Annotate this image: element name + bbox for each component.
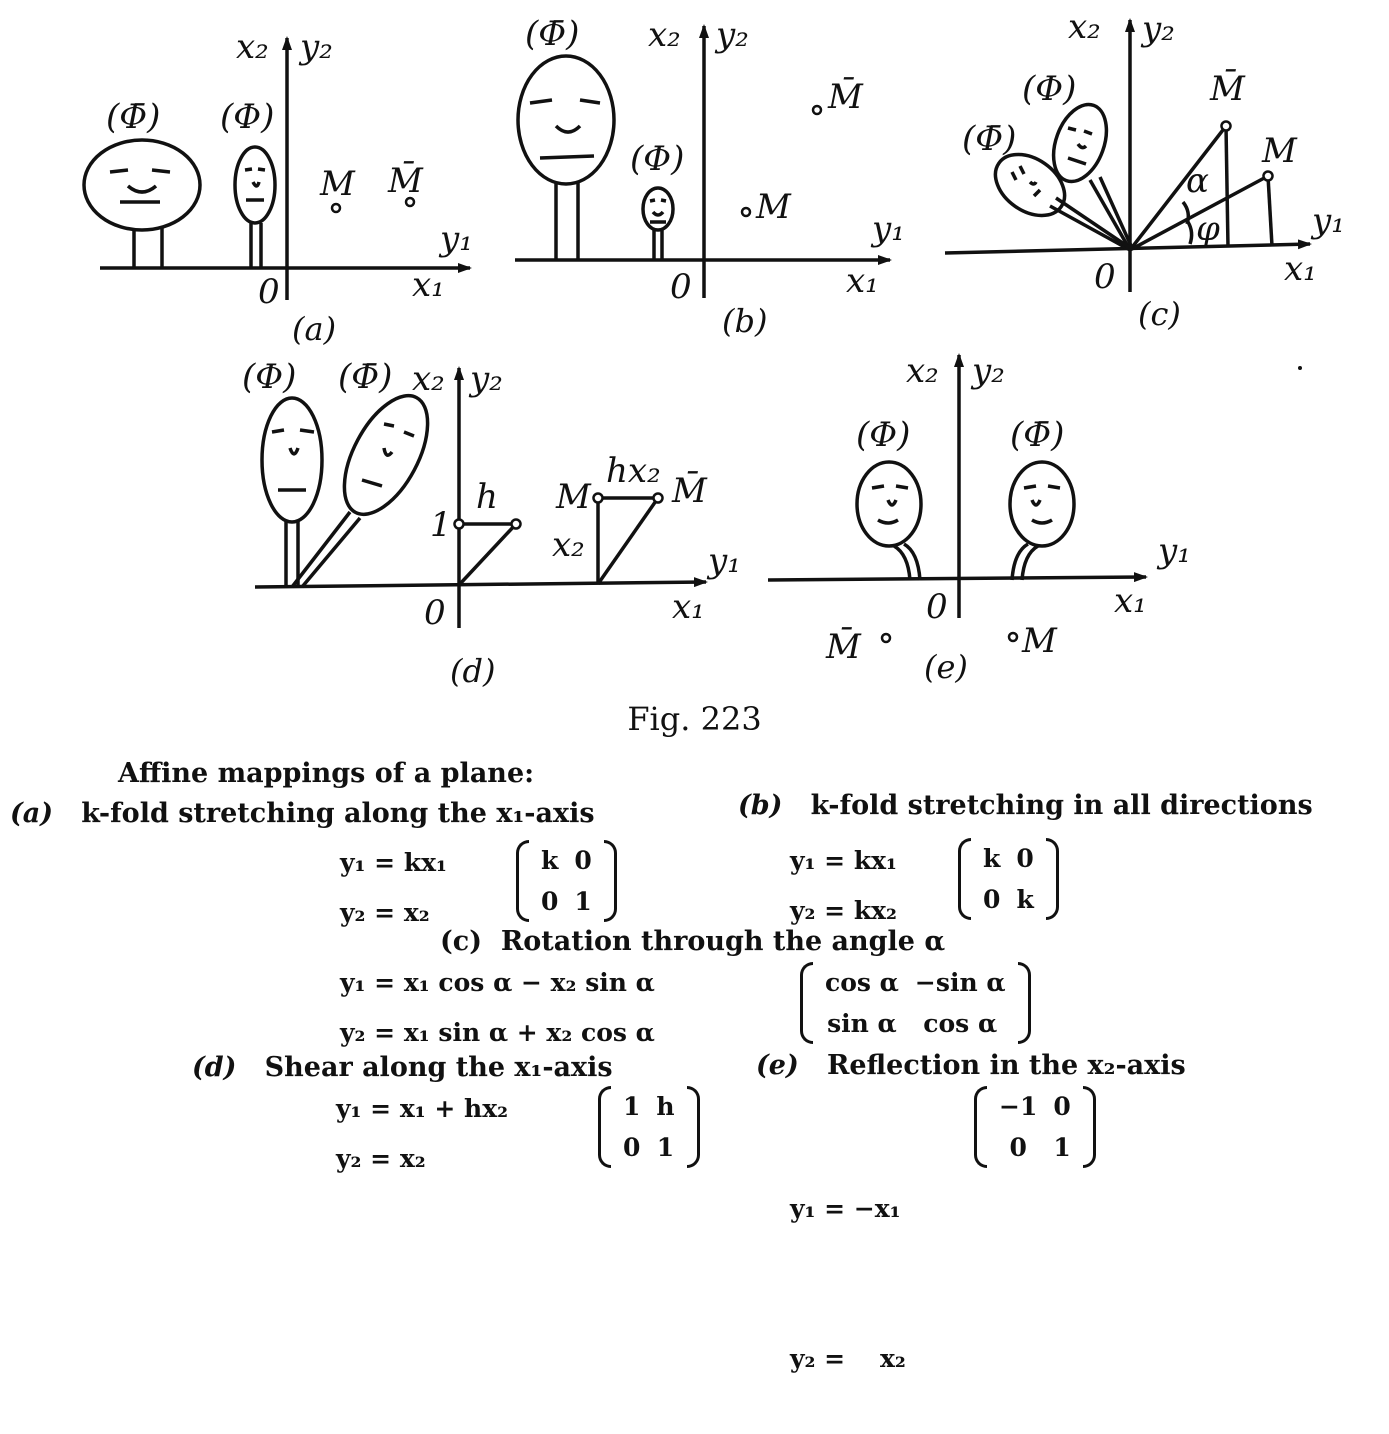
case-b-m22: k [1016, 885, 1034, 914]
case-e-m11: −1 [999, 1092, 1038, 1121]
panel-e-face-phi [857, 462, 921, 580]
case-b-eq1: y₁ = kx₁ [790, 846, 898, 875]
case-c-eq2: y₂ = x₁ sin α + x₂ cos α [340, 1018, 655, 1047]
case-a-m11: k [541, 846, 559, 875]
panel-d-y2-label: y₂ [470, 359, 503, 399]
case-a-tag: (a) [10, 798, 54, 829]
case-a-m21: 0 [541, 887, 559, 916]
case-d-matrix [598, 1086, 700, 1168]
case-c-m22: cos α [923, 1009, 998, 1038]
panel-e-x1-axis [768, 577, 1146, 580]
panel-b-face-phi [643, 188, 673, 260]
panel-d-shear-diag [598, 498, 658, 584]
case-b-equations [790, 836, 897, 936]
panel-d-h-label: h [476, 477, 498, 517]
case-a-m12: 0 [574, 846, 592, 875]
panel-c-y1-label: y₁ [1312, 201, 1345, 241]
panel-a-face-phi-bar [84, 140, 200, 268]
panel-c-alpha-label: α [1186, 161, 1209, 201]
panel-d-point-one [455, 520, 464, 529]
panel-e-x1-label: x₁ [1114, 581, 1147, 621]
panel-d-x1-label: x₁ [672, 587, 705, 627]
panel-b [515, 26, 890, 298]
case-a-text: k-fold stretching along the x₁-axis [81, 798, 595, 829]
case-d-m12: h [656, 1092, 675, 1121]
panel-d-x2-segment-label: x₂ [552, 525, 585, 565]
case-d-text: Shear along the x₁-axis [264, 1052, 613, 1083]
panel-e-phi-bar-label: (Φ̄) [1010, 415, 1065, 455]
panel-d-y1-label: y₁ [708, 541, 741, 581]
panel-a-x1-label: x₁ [412, 265, 445, 305]
panel-c-phi-angle-label: φ [1196, 209, 1220, 249]
panel-c-origin-label: 0 [1094, 257, 1116, 297]
panel-e-M-bar-label: M̄ [826, 627, 861, 667]
panel-b-origin-label: 0 [670, 267, 692, 307]
case-e-equations [790, 1084, 906, 1434]
case-c-title [440, 926, 945, 957]
panel-b-point-M [742, 208, 750, 216]
panel-b-y2-label: y₂ [716, 15, 749, 55]
panel-a-y1-label: y₁ [440, 219, 473, 259]
case-e-tag: (e) [756, 1050, 799, 1081]
panel-c-M-label: M [1262, 131, 1297, 171]
panel-d-x2-label: x₂ [412, 359, 445, 399]
panel-b-x1-label: x₁ [846, 261, 879, 301]
case-c-eq1: y₁ = x₁ cos α − x₂ sin α [340, 968, 655, 997]
panel-d-point-M-bar [654, 494, 663, 503]
panel-d-origin-label: 0 [424, 593, 446, 633]
case-c-matrix [800, 962, 1031, 1044]
panel-c-drop-M [1268, 176, 1272, 246]
case-a-matrix [516, 840, 617, 922]
figure-caption: Fig. 223 [627, 700, 762, 738]
panel-b-phi-bar-label: (Φ̄) [525, 14, 580, 54]
panel-e-label: (e) [924, 648, 968, 686]
panel-c-phi-label: (Φ) [1022, 69, 1077, 109]
case-b-m21: 0 [983, 885, 1001, 914]
panel-c-x1-label: x₁ [1284, 249, 1317, 289]
panel-e-origin-label: 0 [926, 587, 948, 627]
panel-e-point-M [1009, 633, 1017, 641]
panel-b-label: (b) [722, 302, 768, 340]
case-b-text: k-fold stretching in all directions [810, 790, 1313, 821]
case-c-m21: sin α [827, 1009, 897, 1038]
case-a-eq1: y₁ = kx₁ [340, 848, 448, 877]
case-e-m21: 0 [1009, 1133, 1027, 1162]
case-e-m12: 0 [1053, 1092, 1071, 1121]
case-c-tag: (c) [440, 926, 482, 957]
case-d-equations [336, 1084, 508, 1184]
panel-e-M-label: M [1022, 621, 1057, 661]
case-d-title [192, 1052, 613, 1083]
panel-c-y2-label: y₂ [1142, 9, 1175, 49]
panel-a-phi-label: (Φ) [220, 97, 275, 137]
panel-b-face-phi-bar [518, 56, 614, 260]
panel-a-face-phi [235, 147, 275, 268]
panel-e-y2-label: y₂ [972, 351, 1005, 391]
affine-mappings-figure [0, 0, 1389, 700]
panel-a-M-label: M [320, 164, 355, 204]
panel-a-origin-label: 0 [258, 272, 280, 312]
case-e-matrix [974, 1086, 1096, 1168]
panel-b-y1-label: y₁ [872, 209, 905, 249]
case-d-eq1: y₁ = x₁ + hx₂ [336, 1094, 509, 1123]
panel-b-x2-label: x₂ [648, 15, 681, 55]
panel-a-phi-bar-label: (Φ̄) [106, 97, 161, 137]
case-c-text: Rotation through the angle α [500, 926, 946, 957]
panel-c-M-bar-label: M̄ [1210, 69, 1245, 109]
panel-d-phi-bar-label: (Φ̄) [338, 357, 393, 397]
case-c-m11: cos α [825, 968, 899, 997]
panel-d-hx2-label: hx₂ [606, 451, 661, 491]
panel-e-x2-label: x₂ [906, 351, 939, 391]
panel-d-point-h [512, 520, 521, 529]
case-a-eq2: y₂ = x₂ [340, 898, 430, 927]
panel-d-M-bar-label: M̄ [672, 471, 707, 511]
case-b-m11: k [983, 844, 1001, 873]
case-b-title [738, 790, 1313, 821]
case-d-eq2: y₂ = x₂ [336, 1144, 426, 1173]
panel-c-drop-M-bar [1226, 126, 1228, 247]
panel-d-x1-axis [255, 582, 706, 587]
panel-d-label: (d) [450, 652, 496, 690]
panel-c-point-M [1264, 172, 1273, 181]
panel-b-point-M-bar [813, 106, 821, 114]
case-e-eq2: y₂ = x₂ [790, 1344, 906, 1373]
case-d-tag: (d) [192, 1052, 237, 1083]
panel-c-point-M-bar [1222, 122, 1231, 131]
panel-a-point-M [332, 204, 340, 212]
panel-c-x2-label: x₂ [1068, 7, 1101, 47]
panel-a-x2-label: x₂ [236, 27, 269, 67]
case-a-equations [340, 838, 447, 938]
case-b-matrix [958, 838, 1059, 920]
case-c-m12: −sin α [914, 968, 1006, 997]
panel-e-face-phi-bar [1010, 462, 1074, 580]
case-a-title [10, 798, 595, 829]
case-d-m11: 1 [623, 1092, 641, 1121]
panel-e [768, 355, 1146, 642]
case-e-eq1: y₁ = −x₁ [790, 1194, 901, 1223]
panel-d-phi-label: (Φ) [242, 357, 297, 397]
panel-b-phi-label: (Φ) [630, 139, 685, 179]
panel-e-y1-label: y₁ [1158, 531, 1191, 571]
case-b-eq2: y₂ = kx₂ [790, 896, 898, 925]
case-e-m22: 1 [1053, 1133, 1071, 1162]
case-d-m22: 1 [656, 1133, 675, 1162]
panel-a-label: (a) [292, 310, 337, 348]
case-b-tag: (b) [738, 790, 783, 821]
panel-a-y2-label: y₂ [300, 27, 333, 67]
stray-dot [1298, 366, 1302, 370]
panel-d-M-label: M [556, 477, 591, 517]
case-c-equations [340, 958, 655, 1058]
case-a-m22: 1 [574, 887, 592, 916]
panel-e-point-M-bar [882, 634, 890, 642]
caption-intro: Affine mappings of a plane: [118, 758, 535, 789]
panel-d-point-M [594, 494, 603, 503]
case-e-title [756, 1050, 1186, 1081]
case-e-text: Reflection in the x₂-axis [826, 1050, 1186, 1081]
case-d-m21: 0 [623, 1133, 641, 1162]
panel-c-phi-bar-label: (Φ̄) [962, 119, 1017, 159]
panel-d-unit-shear-diag [459, 524, 516, 585]
panel-c-label: (c) [1138, 295, 1181, 333]
panel-d-face-phi-bar [292, 383, 445, 587]
case-b-m12: 0 [1016, 844, 1034, 873]
panel-d-one-label: 1 [430, 505, 452, 545]
panel-e-phi-label: (Φ) [856, 415, 911, 455]
panel-b-M-bar-label: M̄ [828, 77, 863, 117]
panel-b-M-label: M [756, 187, 791, 227]
panel-a-M-bar-label: M̄ [388, 161, 423, 201]
panel-c-angle-phi-arc [1188, 222, 1192, 244]
